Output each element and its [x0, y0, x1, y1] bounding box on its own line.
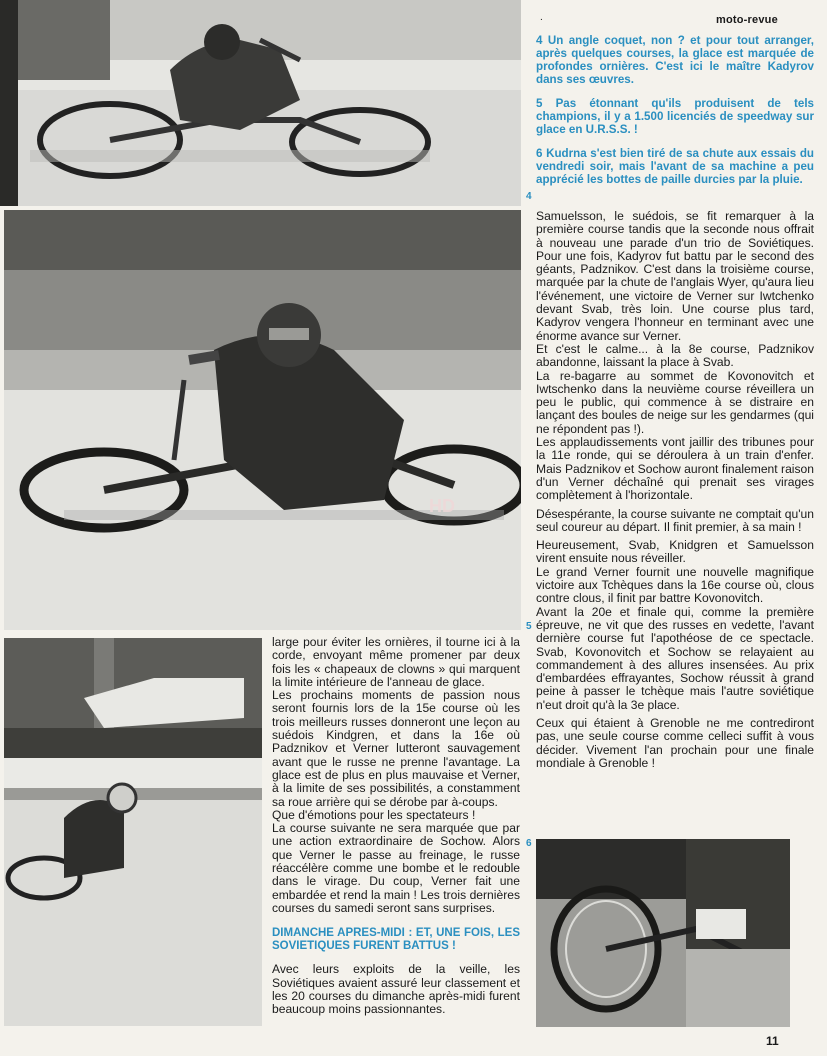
paragraph: Heureusement, Svab, Knidgren et Samuelsson virent ensuite nous réveiller.: [536, 538, 814, 566]
paragraph: Les applaudissements vont jaillir des tribunes pour la 11e ronde, qui se déroulera à un train d'enfer. Mais Padznikov et Sochow auront finalement raison d'un Verner déchaîné qui prenait ses virages complètement à l'horizontale.: [536, 435, 814, 503]
photo-ice-speedway-rider-top: [0, 0, 521, 206]
paragraph: Et c'est le calme... à la 8e course, Padznikov abandonne, laissant la place à Svab.: [536, 341, 814, 370]
paragraph: Les prochains moments de passion nous seront fournis lors de la 15e course où les trois meilleurs russes donneront une leçon au suédois Kindgren, et dans la 16e où Padznikov et Verner lutteront sauvagement avant que le russe ne prenne l'avantage. La glace est de plus en plus mauvaise et Verner, à la limite de ses possibilités, a constamment sa roue arrière qui se dérobe par à-coups.: [272, 688, 520, 809]
paragraph: La re-bagarre au sommet de Kovonovitch et Iwtschenko dans la neuvième course réveillera un peu le public, qui commence à se distraire en lançant des boules de neige sur les gendarmes (qui ne répondent pas !).: [536, 368, 814, 436]
photo-ice-speedway-rider-main: [4, 210, 521, 630]
caption-5: 5 Pas étonnant qu'ils produisent de tels champions, il y a 1.500 licenciés de speedway sur glace en U.R.S.S. !: [536, 97, 814, 136]
paragraph: Avant la 20e et finale qui, comme la première épreuve, ne vit que des russes en vedette, l'avant dernière course fut l'apothéose de ce spectacle. Svab, Kovonovitch et Sochow se relayaient au commandement à des allures insensées. Au prix d'embardées effrayantes, Sochow réussit à grand peine à passer le tchèque mais l'autre soviétique n'eut droit qu'à la 3e place.: [536, 604, 814, 712]
header-dot: .: [540, 12, 543, 23]
photo-crowd-and-rider: [4, 638, 262, 1026]
caption-4: 4 Un angle coquet, non ? et pour tout arranger, après quelques courses, la glace est marquée de profondes ornières. C'est ici le maître Kadyrov dans ses œuvres.: [536, 34, 814, 86]
paragraph: Ceux qui étaient à Grenoble ne me contrediront pas, une seule course comme celleci suffit à vous décider. Vivement l'an prochain pour une finale mondiale à Grenoble !: [536, 715, 814, 770]
photo-crashed-bike: [536, 839, 790, 1027]
watermark-hd: HD: [429, 496, 455, 516]
article-column-middle: [272, 636, 520, 1016]
paragraph: Samuelsson, le suédois, se fit remarquer à la première course tandis que la seconde nous offrait à nouveau une parade d'un trio de Soviétiques. Pour une fois, Kadyrov fut battu par le second des géants, Padznikov. C'est dans la troisième course, marquée par la chute de l'anglais Wyer, qu'aura lieu l'événement, une victoire de Verner sur Iwtchenko devant Svab, très loin. Une course plus tard, Kadyrov vengera l'honneur en terminant avec une énorme avance sur Verner.: [536, 209, 814, 343]
photo-marker-5: 5: [526, 621, 532, 632]
paragraph: La course suivante ne sera marquée que par une action extraordinaire de Sochow. Alors que Verner le passe au freinage, le russe réaccélère comme une bombe et le redouble dans le virage. Du coup, Verner fait une embardée et rend la main ! Les trois dernières courses du samedi seront sans surprises.: [272, 821, 520, 915]
photo-captions: [536, 34, 814, 197]
photo-marker-4: 4: [526, 191, 532, 202]
paragraph: Désespérante, la course suivante ne comptait qu'un seul coureur au départ. Il finit premier, à sa main !: [536, 506, 814, 534]
caption-6: 6 Kudrna s'est bien tiré de sa chute aux essais du vendredi soir, mais l'avant de sa machine a peu apprécié les bottes de paille durcies par la pluie.: [536, 147, 814, 186]
paragraph: Avec leurs exploits de la veille, les Soviétiques avaient assuré leur classement et les 20 courses du dimanche après-midi furent beaucoup moins passionnantes.: [272, 962, 520, 1017]
section-subheading: DIMANCHE APRES-MIDI : ET, UNE FOIS, LES SOVIETIQUES FURENT BATTUS !: [272, 927, 520, 952]
photo-marker-6: 6: [526, 838, 532, 849]
article-column-right: [536, 210, 814, 770]
page-number: 11: [766, 1034, 779, 1048]
magazine-header: moto-revue: [716, 14, 778, 26]
paragraph: large pour éviter les ornières, il tourne ici à la corde, envoyant même promener par deux fois les « chapeaux de clowns » qui marquent la limite intérieure de l'anneau de glace.: [272, 635, 520, 689]
paragraph: Le grand Verner fournit une nouvelle magnifique victoire aux Tchèques dans la 16e course où, clous contre clous, il finit par battre Kovonovitch.: [536, 564, 814, 606]
paragraph: Que d'émotions pour les spectateurs !: [272, 807, 476, 822]
